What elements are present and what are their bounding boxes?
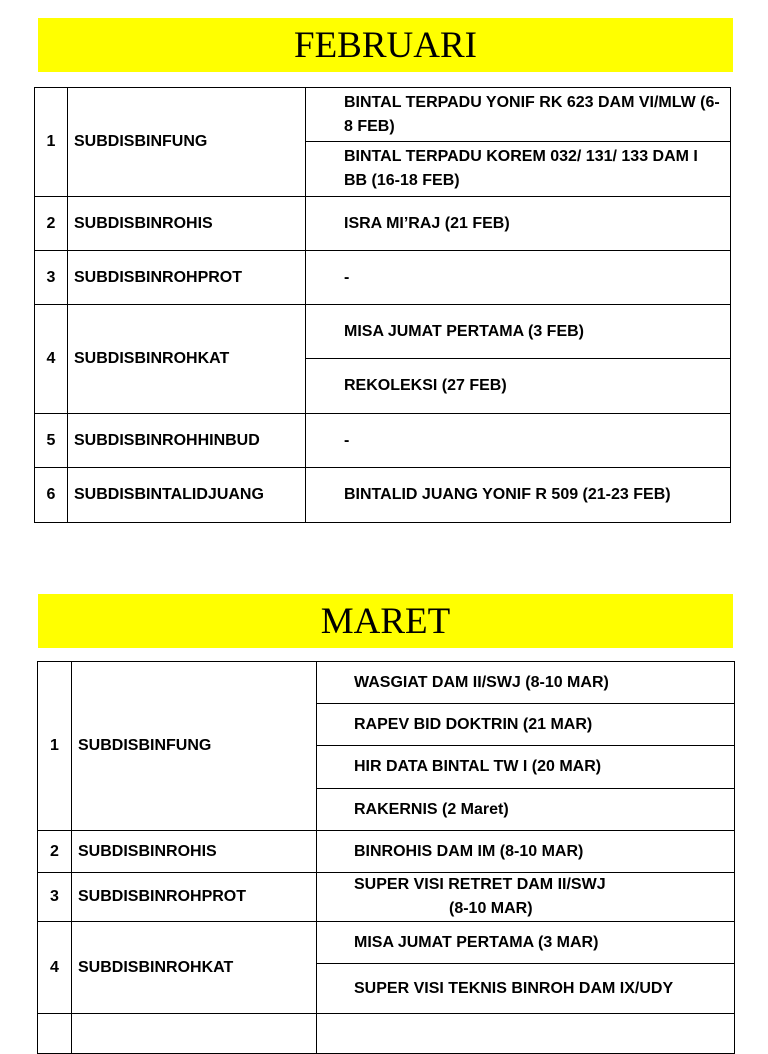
schedule-table-februari: [34, 87, 731, 523]
table-row: [38, 922, 735, 964]
table-row: [35, 414, 731, 468]
row-number: 2: [38, 831, 72, 873]
unit-name: SUBDISBINFUNG: [72, 662, 317, 831]
table-row: [38, 873, 735, 922]
activity-cell: WASGIAT DAM II/SWJ (8-10 MAR): [317, 662, 735, 704]
row-number: 6: [35, 468, 68, 523]
unit-name: [72, 1014, 317, 1054]
unit-name: SUBDISBINROHIS: [72, 831, 317, 873]
row-number: 2: [35, 197, 68, 251]
activity-cell: -: [306, 251, 731, 305]
row-number: 5: [35, 414, 68, 468]
activity-cell: [317, 873, 735, 922]
unit-name: SUBDISBINFUNG: [68, 88, 306, 197]
activity-cell: SUPER VISI TEKNIS BINROH DAM IX/UDY: [317, 964, 735, 1014]
activity-cell: RAPEV BID DOKTRIN (21 MAR): [317, 704, 735, 746]
row-number: 3: [35, 251, 68, 305]
table-row: [38, 831, 735, 873]
activity-line: (8-10 MAR): [449, 900, 533, 917]
row-number: [38, 1014, 72, 1054]
row-number: 1: [35, 88, 68, 197]
table-row: [35, 88, 731, 142]
activity-cell: ISRA MI’RAJ (21 FEB): [306, 197, 731, 251]
unit-name: SUBDISBINROHKAT: [72, 922, 317, 1014]
table-row: [35, 197, 731, 251]
schedule-table-maret: [37, 661, 735, 1054]
activity-cell: -: [306, 414, 731, 468]
month-title-maret: MARET: [38, 594, 733, 648]
row-number: 1: [38, 662, 72, 831]
table-row: [35, 468, 731, 523]
activity-cell: BINTAL TERPADU YONIF RK 623 DAM VI/MLW (6-8 FEB): [306, 88, 731, 142]
activity-cell: MISA JUMAT PERTAMA (3 FEB): [306, 305, 731, 359]
unit-name: SUBDISBINTALIDJUANG: [68, 468, 306, 523]
activity-cell: [317, 1014, 735, 1054]
row-number: 4: [38, 922, 72, 1014]
activity-cell: BINROHIS DAM IM (8-10 MAR): [317, 831, 735, 873]
unit-name: SUBDISBINROHKAT: [68, 305, 306, 414]
row-number: 3: [38, 873, 72, 922]
activity-line: SUPER VISI RETRET DAM II/SWJ: [354, 876, 606, 893]
table-row: [35, 251, 731, 305]
unit-name: SUBDISBINROHPROT: [72, 873, 317, 922]
activity-cell: REKOLEKSI (27 FEB): [306, 359, 731, 414]
unit-name: SUBDISBINROHHINBUD: [68, 414, 306, 468]
activity-cell: MISA JUMAT PERTAMA (3 MAR): [317, 922, 735, 964]
table-row: [38, 1014, 735, 1054]
activity-cell: BINTAL TERPADU KOREM 032/ 131/ 133 DAM I BB (16-18 FEB): [306, 142, 731, 197]
unit-name: SUBDISBINROHPROT: [68, 251, 306, 305]
table-row: [38, 662, 735, 704]
activity-cell: HIR DATA BINTAL TW I (20 MAR): [317, 746, 735, 789]
table-row: [35, 305, 731, 359]
activity-cell: BINTALID JUANG YONIF R 509 (21-23 FEB): [306, 468, 731, 523]
unit-name: SUBDISBINROHIS: [68, 197, 306, 251]
row-number: 4: [35, 305, 68, 414]
month-title-februari: FEBRUARI: [38, 18, 733, 72]
activity-cell: RAKERNIS (2 Maret): [317, 789, 735, 831]
